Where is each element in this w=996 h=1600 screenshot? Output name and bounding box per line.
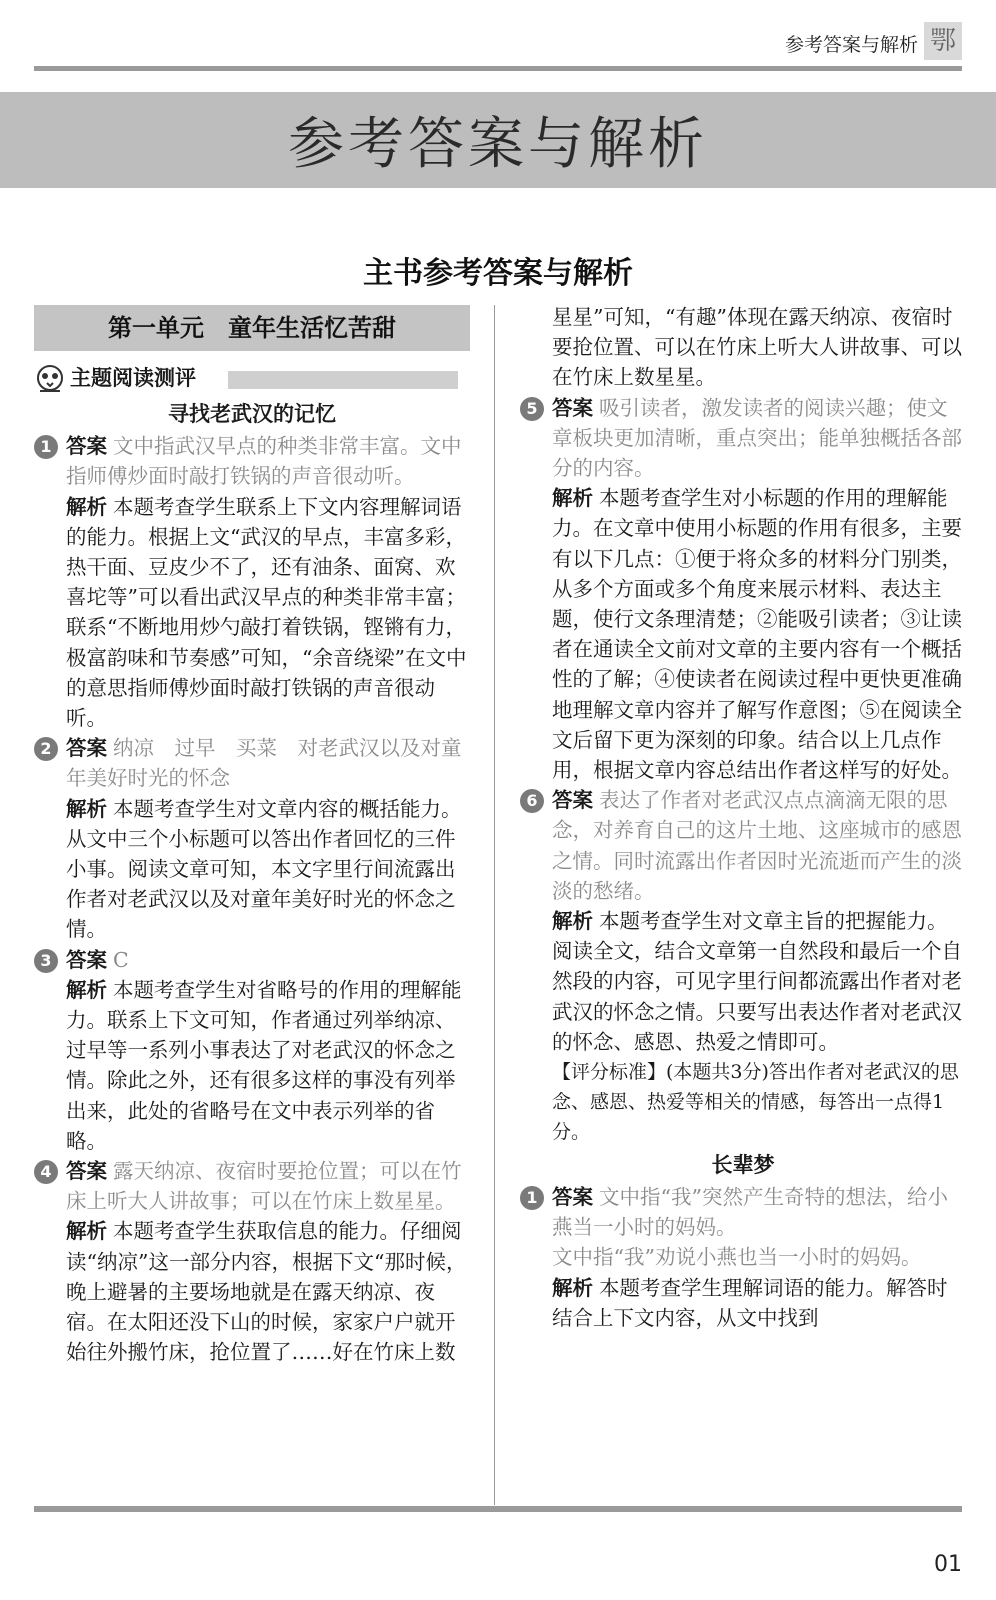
answer-text: C: [113, 947, 129, 972]
question-item: [34, 1156, 470, 1367]
page-number: 01: [934, 1552, 962, 1577]
answer-text: 吸引读者，激发读者的阅读兴趣；使文章板块更加清晰，重点突出；能单独概括各部分的内容。: [552, 395, 962, 481]
question-item: [520, 1182, 966, 1333]
question-number: 6: [520, 789, 544, 813]
answer-label: 答案: [66, 947, 107, 972]
explanation-label: 解析: [66, 796, 107, 821]
column-divider: [494, 305, 495, 1505]
explanation-label: 解析: [66, 1219, 107, 1244]
article-title: 长辈梦: [711, 1152, 775, 1177]
left-column: [34, 305, 470, 1368]
header-rule: [34, 66, 962, 71]
section-header: [34, 361, 470, 397]
section-band: [228, 371, 458, 389]
question-item: [520, 785, 966, 1147]
continued-text: 星星”可知，“有趣”体现在露天纳凉、夜宿时要抢位置、可以在竹床上听大人讲故事、可以在竹床上数星星。: [552, 305, 962, 390]
answer-label: 答案: [552, 788, 593, 813]
question-number: 1: [520, 1186, 544, 1210]
question-number: 4: [34, 1160, 58, 1184]
title-banner: [0, 92, 996, 188]
right-column: [520, 302, 966, 1333]
explanation-label: 解析: [552, 486, 593, 511]
article-title: 寻找老武汉的记忆: [168, 402, 336, 426]
explanation-label: 解析: [552, 909, 593, 934]
region-badge: 鄂: [924, 22, 962, 60]
answer-text: 露天纳凉、夜宿时要抢位置；可以在竹床上听大人讲故事；可以在竹床上数星星。: [66, 1159, 462, 1214]
answer-text: 表达了作者对老武汉点点滴滴无限的思念，对养育自己的这片土地、这座城市的感恩之情。同时流露出作者因时光流逝而产生的淡淡的愁绪。: [552, 788, 962, 903]
question-number: 1: [34, 435, 58, 459]
explanation-text: 本题考查学生联系上下文内容理解词语的能力。根据上文“武汉的早点，丰富多彩，热干面、豆皮少不了，还有油条、面窝、欢喜坨等”可以看出武汉早点的种类非常丰富；联系“不断地用炒勺敲打着铁锅，铿锵有力，极富韵味和节奏感”可知，“余音绕梁”在文中的意思指师傅炒面时敲打铁锅的声音很动听。: [66, 494, 467, 731]
answer-text: 文中指“我”突然产生奇特的想法，给小燕当一小时的妈妈。: [552, 1184, 948, 1240]
scoring-criteria: 【评分标准】(本题共3分)答出作者对老武汉的思念、感恩、热爱等相关的情感，每答出一点得1分。: [552, 1061, 959, 1144]
question-item: [34, 945, 470, 1156]
banner-title: 参考答案与解析: [288, 112, 708, 177]
section-title: 主题阅读测评: [70, 366, 196, 390]
explanation-label: 解析: [66, 977, 107, 1002]
question-number: 5: [520, 397, 544, 421]
explanation-text: 本题考查学生对小标题的作用的理解能力。在文章中使用小标题的作用有很多，主要有以下几点：①便于将众多的材料分门别类，从多个方面或多个角度来展示材料、表达主题，使行文条理清楚；②能吸引读者；③让读者在通读全文前对文章的主要内容有一个概括性的了解；④使读者在阅读过程中更快更准确地理解文章内容并了解写作意图；⑤在阅读全文后留下更为深刻的印象。结合以上几点作用，根据文章内容总结出作者这样写的好处。: [552, 486, 962, 783]
answer-label: 答案: [66, 434, 107, 459]
answer-text: 纳凉 过早 买菜 对老武汉以及对童年美好时光的怀念: [66, 736, 462, 791]
question-number: 2: [34, 737, 58, 761]
page-subtitle: 主书参考答案与解析: [363, 256, 633, 291]
explanation-text: 本题考查学生对文章主旨的把握能力。阅读全文，结合文章第一自然段和最后一个自然段的内容，可见字里行间都流露出作者对老武汉的怀念之情。只要写出表达作者对老武汉的怀念、感恩、热爱之情即可。: [552, 909, 962, 1054]
explanation-text: 本题考查学生理解词语的能力。解答时结合上下文内容，从文中找到: [552, 1275, 948, 1330]
running-title: 参考答案与解析: [784, 34, 918, 56]
question-item: [520, 393, 966, 786]
explanation-text: 本题考查学生对省略号的作用的理解能力。联系上下文可知，作者通过列举纳凉、过早等一系列小事表达了对老武汉的怀念之情。除此之外，还有很多这样的事没有列举出来，此处的省略号在文中表示列举的省略。: [66, 977, 462, 1153]
page-header: [0, 0, 996, 62]
footer-rule: [34, 1506, 962, 1512]
question-item: [34, 733, 470, 944]
explanation-label: 解析: [66, 494, 107, 519]
explanation-label: 解析: [552, 1275, 593, 1300]
unit-heading: 第一单元 童年生活忆苦甜: [34, 305, 470, 351]
owl-icon: [34, 363, 66, 395]
answer-label: 答案: [66, 1159, 107, 1184]
question-item: [34, 431, 470, 733]
answer-label: 答案: [552, 395, 593, 420]
answer-label: 答案: [552, 1184, 593, 1209]
answer-label: 答案: [66, 736, 107, 761]
question-number: 3: [34, 949, 58, 973]
explanation-text: 本题考查学生对文章内容的概括能力。从文中三个小标题可以答出作者回忆的三件小事。阅读文章可知，本文字里行间流露出作者对老武汉以及对童年美好时光的怀念之情。: [66, 796, 462, 942]
answer-text: 文中指武汉早点的种类非常丰富。文中指师傅炒面时敲打铁锅的声音很动听。: [66, 434, 462, 489]
question-continuation: [520, 302, 966, 393]
explanation-text: 本题考查学生获取信息的能力。仔细阅读“纳凉”这一部分内容，根据下文“那时候，晚上避暑的主要场地就是在露天纳凉、夜宿。在太阳还没下山的时候，家家户户就开始往外搬竹床，抢位置了……好在竹床上数: [66, 1219, 467, 1365]
answer-text-2: 文中指“我”劝说小燕也当一小时的妈妈。: [552, 1245, 922, 1270]
